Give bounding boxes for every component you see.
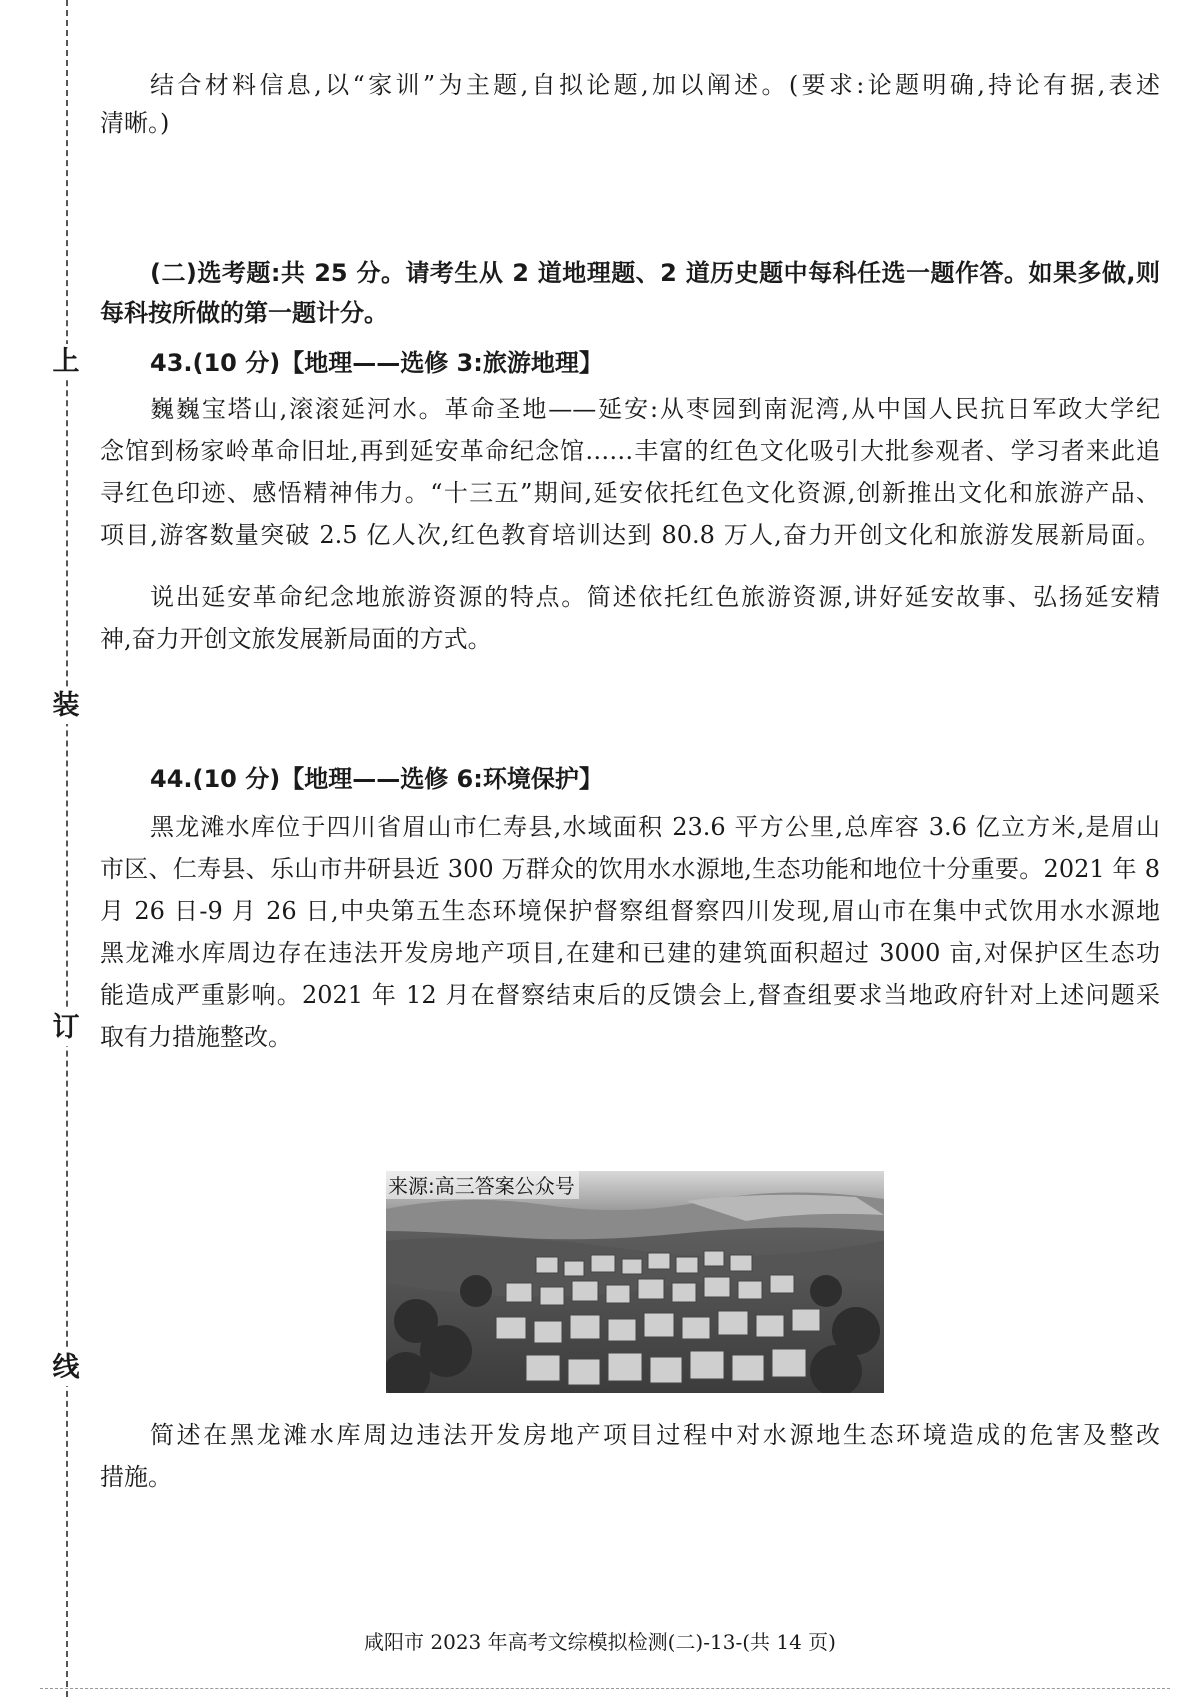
binding-dashed-rule [66, 0, 68, 1697]
q43-material-line-4: 项目,游客数量突破 2.5 亿人次,红色教育培训达到 80.8 万人,奋力开创文化和旅游发展新局面。 [100, 521, 1160, 549]
q44-material-line-2: 市区、仁寿县、乐山市井研县近 300 万群众的饮用水水源地,生态功能和地位十分重要。2021 年 8 [100, 855, 1160, 883]
q43-material-line-1: 巍巍宝塔山,滚滚延河水。革命圣地——延安:从枣园到南泥湾,从中国人民抗日军政大学纪 [150, 395, 1160, 423]
q43-material-line-2: 念馆到杨家岭革命旧址,再到延安革命纪念馆……丰富的红色文化吸引大批参观者、学习者来此追 [100, 437, 1160, 465]
q44-question-line-1: 简述在黑龙滩水库周边违法开发房地产项目过程中对水源地生态环境造成的危害及整改 [150, 1421, 1160, 1449]
reservoir-development-photo [386, 1171, 884, 1393]
q44-material-line-3: 月 26 日-9 月 26 日,中央第五生态环境保护督察组督察四川发现,眉山市在集中式饮用水水源地 [100, 897, 1160, 925]
q43-question-line-2: 神,奋力开创文旅发展新局面的方式。 [100, 625, 492, 653]
q44-material-line-4: 黑龙滩水库周边存在违法开发房地产项目,在建和已建的建筑面积超过 3000 亩,对保护区生态功 [100, 939, 1160, 967]
q44-material-line-5: 能造成严重影响。2021 年 12 月在督察结束后的反馈会上,督查组要求当地政府针对上述问题采 [100, 981, 1160, 1009]
binding-label-staple: 订 [48, 1010, 84, 1046]
q44-heading: 44.(10 分)【地理——选修 6:环境保护】 [150, 765, 603, 793]
q42-instruction-line-2: 清晰。) [100, 109, 170, 137]
section2-instruction-line-2: 每科按所做的第一题计分。 [100, 299, 388, 327]
q44-question-line-2: 措施。 [100, 1463, 172, 1491]
q44-material-line-6: 取有力措施整改。 [100, 1023, 292, 1051]
q43-heading: 43.(10 分)【地理——选修 3:旅游地理】 [150, 349, 603, 377]
section2-instruction-line-1: (二)选考题:共 25 分。请考生从 2 道地理题、2 道历史题中每科任选一题作答。如果多做,则 [150, 259, 1160, 287]
q44-material-line-1: 黑龙滩水库位于四川省眉山市仁寿县,水域面积 23.6 平方公里,总库容 3.6 亿立方米,是眉山 [150, 813, 1160, 841]
binding-label-bind: 装 [48, 688, 84, 724]
page-footer: 咸阳市 2023 年高考文综模拟检测(二)-13-(共 14 页) [364, 1630, 836, 1654]
binding-label-top: 上 [48, 344, 84, 380]
bottom-dashed-rule [40, 1688, 1170, 1689]
q43-question-line-1: 说出延安革命纪念地旅游资源的特点。简述依托红色旅游资源,讲好延安故事、弘扬延安精 [150, 583, 1160, 611]
binding-label-line: 线 [48, 1350, 84, 1386]
photo-source-caption: 来源:高三答案公众号 [384, 1170, 579, 1199]
q43-material-line-3: 寻红色印迹、感悟精神伟力。“十三五”期间,延安依托红色文化资源,创新推出文化和旅游产品、 [100, 479, 1160, 507]
q42-instruction-line-1: 结合材料信息,以“家训”为主题,自拟论题,加以阐述。(要求:论题明确,持论有据,表述 [150, 71, 1160, 99]
